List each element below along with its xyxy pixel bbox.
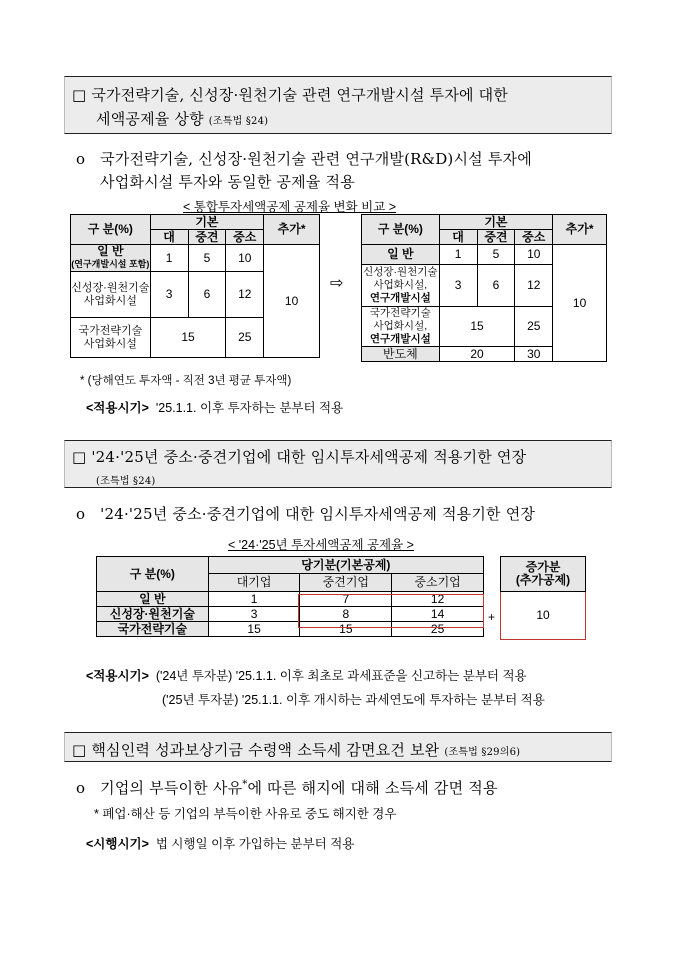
apply-period-line2: ('25년 투자분) '25.1.1. 이후 개시하는 과세연도에 투자하는 분부터 적용 <box>162 693 545 707</box>
apply-period: <적용시기> '25.1.1. 이후 투자하는 분부터 적용 <box>86 401 344 415</box>
table-row: 신성장·원천기술 3 8 14 <box>97 607 484 622</box>
header-division: 구 분(%) <box>362 215 440 245</box>
table-row: 국가전략기술 사업화시설 15 25 <box>71 318 320 358</box>
law-reference: (조특법 §24) <box>96 476 156 487</box>
table-row: 신성장·원천기술 사업화시설, 연구개발시설 3 6 12 <box>362 265 607 307</box>
extra-value: 10 <box>264 245 320 358</box>
header-extra: 추가* <box>553 215 607 245</box>
bullet-marker: ο <box>76 505 86 523</box>
increment-value: 10 <box>501 592 586 640</box>
header-current: 당기분(기본공제) <box>208 557 483 574</box>
header-division: 구 분(%) <box>97 557 209 592</box>
table1-caption: < 통합투자세액공제 공제율 변화 비교 > <box>183 200 397 214</box>
extra-value: 10 <box>553 245 607 362</box>
checkbox-icon: □ <box>72 448 87 466</box>
bullet-marker: ο <box>76 150 86 168</box>
header-mid: 중견 <box>188 230 226 245</box>
header-small: 중소 <box>226 230 264 245</box>
checkbox-icon: □ <box>72 86 87 104</box>
header-basic: 기본 <box>439 215 553 230</box>
plus-sign: + <box>488 610 496 624</box>
header-large: 대 <box>439 230 477 245</box>
law-reference: (조특법 §24) <box>208 116 269 127</box>
section1-title: □ 국가전략기술, 신성장·원천기술 관련 연구개발시설 투자에 대한 <box>72 86 509 104</box>
table-increment: 증가분 (추가공제) 10 <box>500 556 586 640</box>
checkbox-icon: □ <box>72 741 87 759</box>
bullet-marker: ο <box>76 779 86 797</box>
section2-ref <box>96 470 156 488</box>
header-small: 중소 <box>515 230 553 245</box>
section2-bullet: ο '24·'25년 중소·중견기업에 대한 임시투자세액공제 적용기한 연장 <box>76 505 536 523</box>
header-small: 중소기업 <box>392 574 484 592</box>
apply-period: <적용시기> ('24년 투자분) '25.1.1. 이후 최초로 과세표준을 신고하는 분부터 적용 <box>86 669 527 683</box>
table-row: 신성장·원천기술 사업화시설 3 6 12 <box>71 272 320 318</box>
table-row: 반도체 20 30 <box>362 347 607 362</box>
header-basic: 기본 <box>150 215 264 230</box>
section3-bullet: ο 기업의 부득이한 사유*에 따른 해지에 대해 소득세 감면 적용 <box>76 779 498 797</box>
table-before <box>70 214 320 358</box>
section3-title: □ 핵심인력 성과보상기금 수령액 소득세 감면요건 보완 (조특법 §29의6) <box>72 741 521 759</box>
table-row: 국가전략기술 15 15 25 <box>97 622 484 637</box>
highlight-box <box>298 594 484 628</box>
table-row: 국가전략기술 사업화시설, 연구개발시설 15 25 <box>362 307 607 347</box>
footnote: * 폐업·해산 등 기업의 부득이한 사유로 중도 해지한 경우 <box>94 807 397 821</box>
table-after <box>361 214 607 362</box>
table-row: 일 반 (연구개발시설 포함) 1 5 10 10 <box>71 245 320 272</box>
header-mid: 중견기업 <box>300 574 392 592</box>
section2-title: □ '24·'25년 중소·중견기업에 대한 임시투자세액공제 적용기한 연장 <box>72 448 527 466</box>
header-large: 대기업 <box>208 574 300 592</box>
table2-caption: < '24·'25년 투자세액공제 공제율 > <box>228 538 414 552</box>
law-reference: (조특법 §29의6) <box>444 747 521 758</box>
section1-bullet-line2: 사업화시설 투자와 동일한 공제율 적용 <box>100 173 355 191</box>
apply-period: <시행시기> 법 시행일 이후 가입하는 분부터 적용 <box>86 837 355 851</box>
table-row: 일 반 1 5 10 10 <box>362 245 607 265</box>
header-division: 구 분(%) <box>71 215 151 245</box>
header-extra: 추가* <box>264 215 320 245</box>
header-large: 대 <box>150 230 188 245</box>
footnote: * (당해연도 투자액 - 직전 3년 평균 투자액) <box>80 375 292 387</box>
section1-title-line2: 세액공제율 상향 (조특법 §24) <box>96 110 269 128</box>
arrow-right-icon: ⇨ <box>330 273 344 292</box>
header-mid: 중견 <box>477 230 515 245</box>
section1-bullet: ο 국가전략기술, 신성장·원천기술 관련 연구개발(R&D)시설 투자에 <box>76 150 532 168</box>
table-row: 일 반 1 7 12 <box>97 592 484 607</box>
